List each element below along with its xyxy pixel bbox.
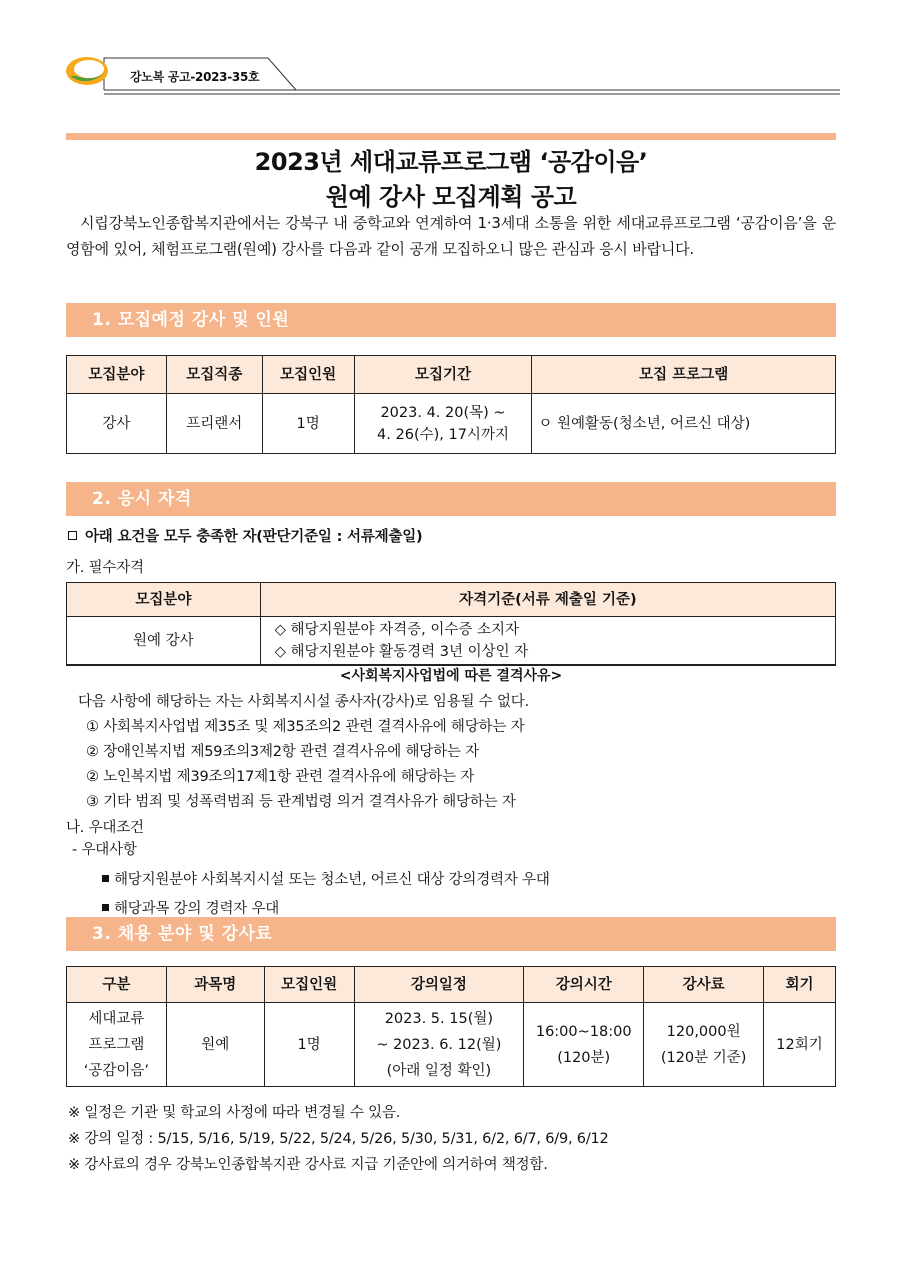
table-row [67, 1003, 836, 1087]
requirement-line [68, 525, 423, 546]
preference-item [102, 868, 550, 889]
preference-item [102, 897, 279, 918]
header-cell: 구분 [67, 967, 167, 1003]
header-cell: 모집기간 [354, 356, 532, 394]
table-row [67, 617, 836, 666]
header-cell: 모집인원 [264, 967, 354, 1003]
qualification-table [66, 582, 836, 666]
header-cell: 강사료 [644, 967, 764, 1003]
header-cell: 자격기준(서류 제출일 기준) [260, 583, 835, 617]
period-cell [354, 394, 532, 454]
page-title-line1: 2023년 세대교류프로그램 ‘공감이음’ [254, 148, 648, 176]
category-line: ‘공감이음’ [83, 1062, 150, 1079]
sub-heading-a: 가. 필수자격 [66, 560, 144, 576]
organization-logo-icon [64, 54, 110, 88]
disqualification-item: ② 장애인복지법 제59조의3제2항 관련 결격사유에 해당하는 자 [86, 744, 479, 760]
note-line: ※ 강사료의 경우 강북노인종합복지관 강사료 지급 기준안에 의거하여 책정함. [68, 1157, 548, 1173]
fee-line: 120,000원 [666, 1023, 741, 1040]
program-cell: ㅇ 원예활동(청소년, 어르신 대상) [532, 394, 836, 454]
subject-cell: 원예 [166, 1003, 264, 1087]
field-cell: 원예 강사 [67, 617, 261, 666]
recruitment-table [66, 355, 836, 454]
time-line: (120분) [557, 1049, 611, 1066]
field-cell: 강사 [67, 394, 167, 454]
category-line: 세대교류 [88, 1010, 145, 1027]
header-cell: 모집직종 [166, 356, 262, 394]
header-cell: 모집인원 [262, 356, 354, 394]
table-header-row [67, 967, 836, 1003]
fee-line: (120분 기준) [660, 1049, 747, 1066]
criteria-item: ◇ 해당지원분야 활동경력 3년 이상인 자 [274, 644, 529, 660]
intro-text: 시립강북노인종합복지관에서는 강북구 내 중학교와 연계하여 1·3세대 소통을 위한 세대교류프로그램 ‘공감이음’을 운영함에 있어, 체험프로그램(원예) 강사를 다음과 같이 공개 모집하오니 많은 관심과 응시 바랍니다. [66, 214, 836, 258]
intro-paragraph [66, 210, 836, 262]
period-line: 2023. 4. 20(목) ~ [380, 404, 506, 421]
schedule-cell [354, 1003, 524, 1087]
preference-text: 해당과목 강의 경력자 우대 [114, 901, 280, 917]
fee-table [66, 966, 836, 1087]
square-bullet-icon [68, 531, 77, 540]
time-line: 16:00~18:00 [535, 1023, 632, 1040]
header-cell: 모집분야 [67, 356, 167, 394]
preference-text: 해당지원분야 사회복지시설 또는 청소년, 어르신 대상 강의경력자 우대 [114, 872, 550, 888]
header-cell: 강의일정 [354, 967, 524, 1003]
disqualification-item: ③ 기타 범죄 및 성폭력범죄 등 관계법령 의거 결격사유가 해당하는 자 [86, 794, 516, 810]
header-cell: 모집 프로그램 [532, 356, 836, 394]
section-3-header: 3. 채용 분야 및 강사료 [66, 917, 836, 951]
count-cell: 1명 [264, 1003, 354, 1087]
table-row [67, 394, 836, 454]
header-cell: 강의시간 [524, 967, 644, 1003]
page-title-line2: 원예 강사 모집계획 공고 [325, 183, 577, 211]
table-header-row [67, 356, 836, 394]
header-cell: 회기 [764, 967, 836, 1003]
period-line: 4. 26(수), 17시까지 [377, 426, 509, 443]
document-header [60, 50, 840, 96]
sessions-cell: 12회기 [764, 1003, 836, 1087]
disqualification-item: ① 사회복지사업법 제35조 및 제35조의2 관련 결격사유에 해당하는 자 [86, 719, 525, 735]
header-cell: 과목명 [166, 967, 264, 1003]
count-cell: 1명 [262, 394, 354, 454]
criteria-item: ◇ 해당지원분야 자격증, 이수증 소지자 [274, 622, 520, 638]
schedule-line: (아래 일정 확인) [386, 1062, 492, 1079]
disqualification-item: ② 노인복지법 제39조의17제1항 관련 결격사유에 해당하는 자 [86, 769, 475, 785]
title-top-bar [66, 133, 836, 140]
category-line: 프로그램 [88, 1036, 145, 1053]
schedule-line: 2023. 5. 15(월) [384, 1010, 494, 1027]
category-cell [67, 1003, 167, 1087]
square-bullet-icon [102, 904, 109, 911]
disqualification-intro: 다음 사항에 해당하는 자는 사회복지시설 종사자(강사)로 임용될 수 없다. [78, 694, 529, 710]
type-cell: 프리랜서 [166, 394, 262, 454]
note-line: ※ 강의 일정 : 5/15, 5/16, 5/19, 5/22, 5/24, 5/26, 5/30, 5/31, 6/2, 6/7, 6/9, 6/12 [68, 1131, 609, 1147]
requirement-text: 아래 요건을 모두 충족한 자(판단기준일 : 서류제출일) [85, 529, 423, 545]
header-cell: 모집분야 [67, 583, 261, 617]
time-cell [524, 1003, 644, 1087]
fee-cell [644, 1003, 764, 1087]
schedule-line: ~ 2023. 6. 12(월) [376, 1036, 502, 1053]
note-line: ※ 일정은 기관 및 학교의 사정에 따라 변경될 수 있음. [68, 1105, 401, 1121]
disqualification-title: <사회복지사업법에 따른 결격사유> [339, 668, 563, 684]
sub-heading-b: 나. 우대조건 [66, 820, 144, 836]
criteria-cell [260, 617, 835, 666]
preference-label: - 우대사항 [72, 842, 137, 858]
notice-number: 강노복 공고-2023-35호 [130, 70, 260, 84]
square-bullet-icon [102, 875, 109, 882]
table-header-row [67, 583, 836, 617]
section-1-header: 1. 모집예정 강사 및 인원 [66, 303, 836, 337]
section-2-header: 2. 응시 자격 [66, 482, 836, 516]
